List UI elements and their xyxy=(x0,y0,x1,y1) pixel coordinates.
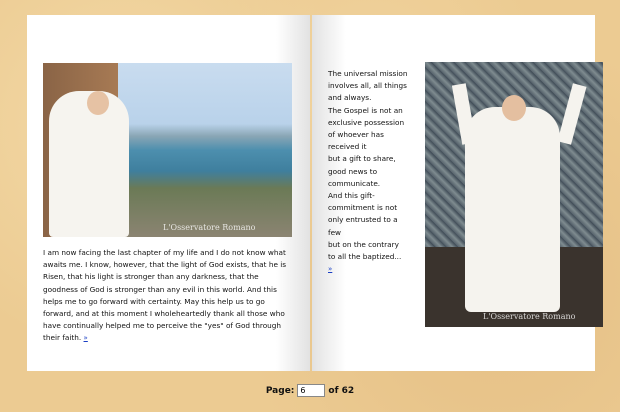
right-page[interactable] xyxy=(312,15,595,371)
page-total: of 62 xyxy=(328,386,355,396)
right-page-text xyxy=(328,68,408,275)
more-link[interactable]: » xyxy=(328,265,333,274)
text-line: but on the contrary to all the baptized... xyxy=(328,239,402,262)
text-line: The Gospel is not an exclusive possession of whoever has received it xyxy=(328,105,405,152)
page-number-input[interactable] xyxy=(297,384,325,397)
more-link[interactable]: » xyxy=(83,334,88,343)
page-navigator xyxy=(0,384,620,397)
text-line: And this gift-commitment is not only entrusted to a few xyxy=(328,191,398,237)
photo-benedict-waving xyxy=(425,62,603,327)
photo-benedict-balcony xyxy=(43,63,292,237)
left-page-text xyxy=(43,247,295,345)
photo-watermark: L'Osservatore Romano xyxy=(483,312,576,321)
photo-watermark: L'Osservatore Romano xyxy=(163,223,256,232)
book xyxy=(27,15,595,371)
quote-text: I am now facing the last chapter of my life and I do not know what awaits me. I know, however, that the light of God exists, that he is Risen, that his light is stronger than any darkness, that the goodness of God is stronger than any evil in this world. And this helps me to go forward with certainty. May this help us to go forward, and at this moment I wholeheartedly thank all those who have continually helped me to perceive the "yes" of God through their faith. xyxy=(43,248,287,343)
text-line: The universal mission involves all, all things and always. xyxy=(328,69,408,103)
left-page[interactable] xyxy=(27,15,310,371)
text-line: but a gift to share, good news to communicate. xyxy=(328,154,396,188)
page-label: Page: xyxy=(265,386,295,396)
